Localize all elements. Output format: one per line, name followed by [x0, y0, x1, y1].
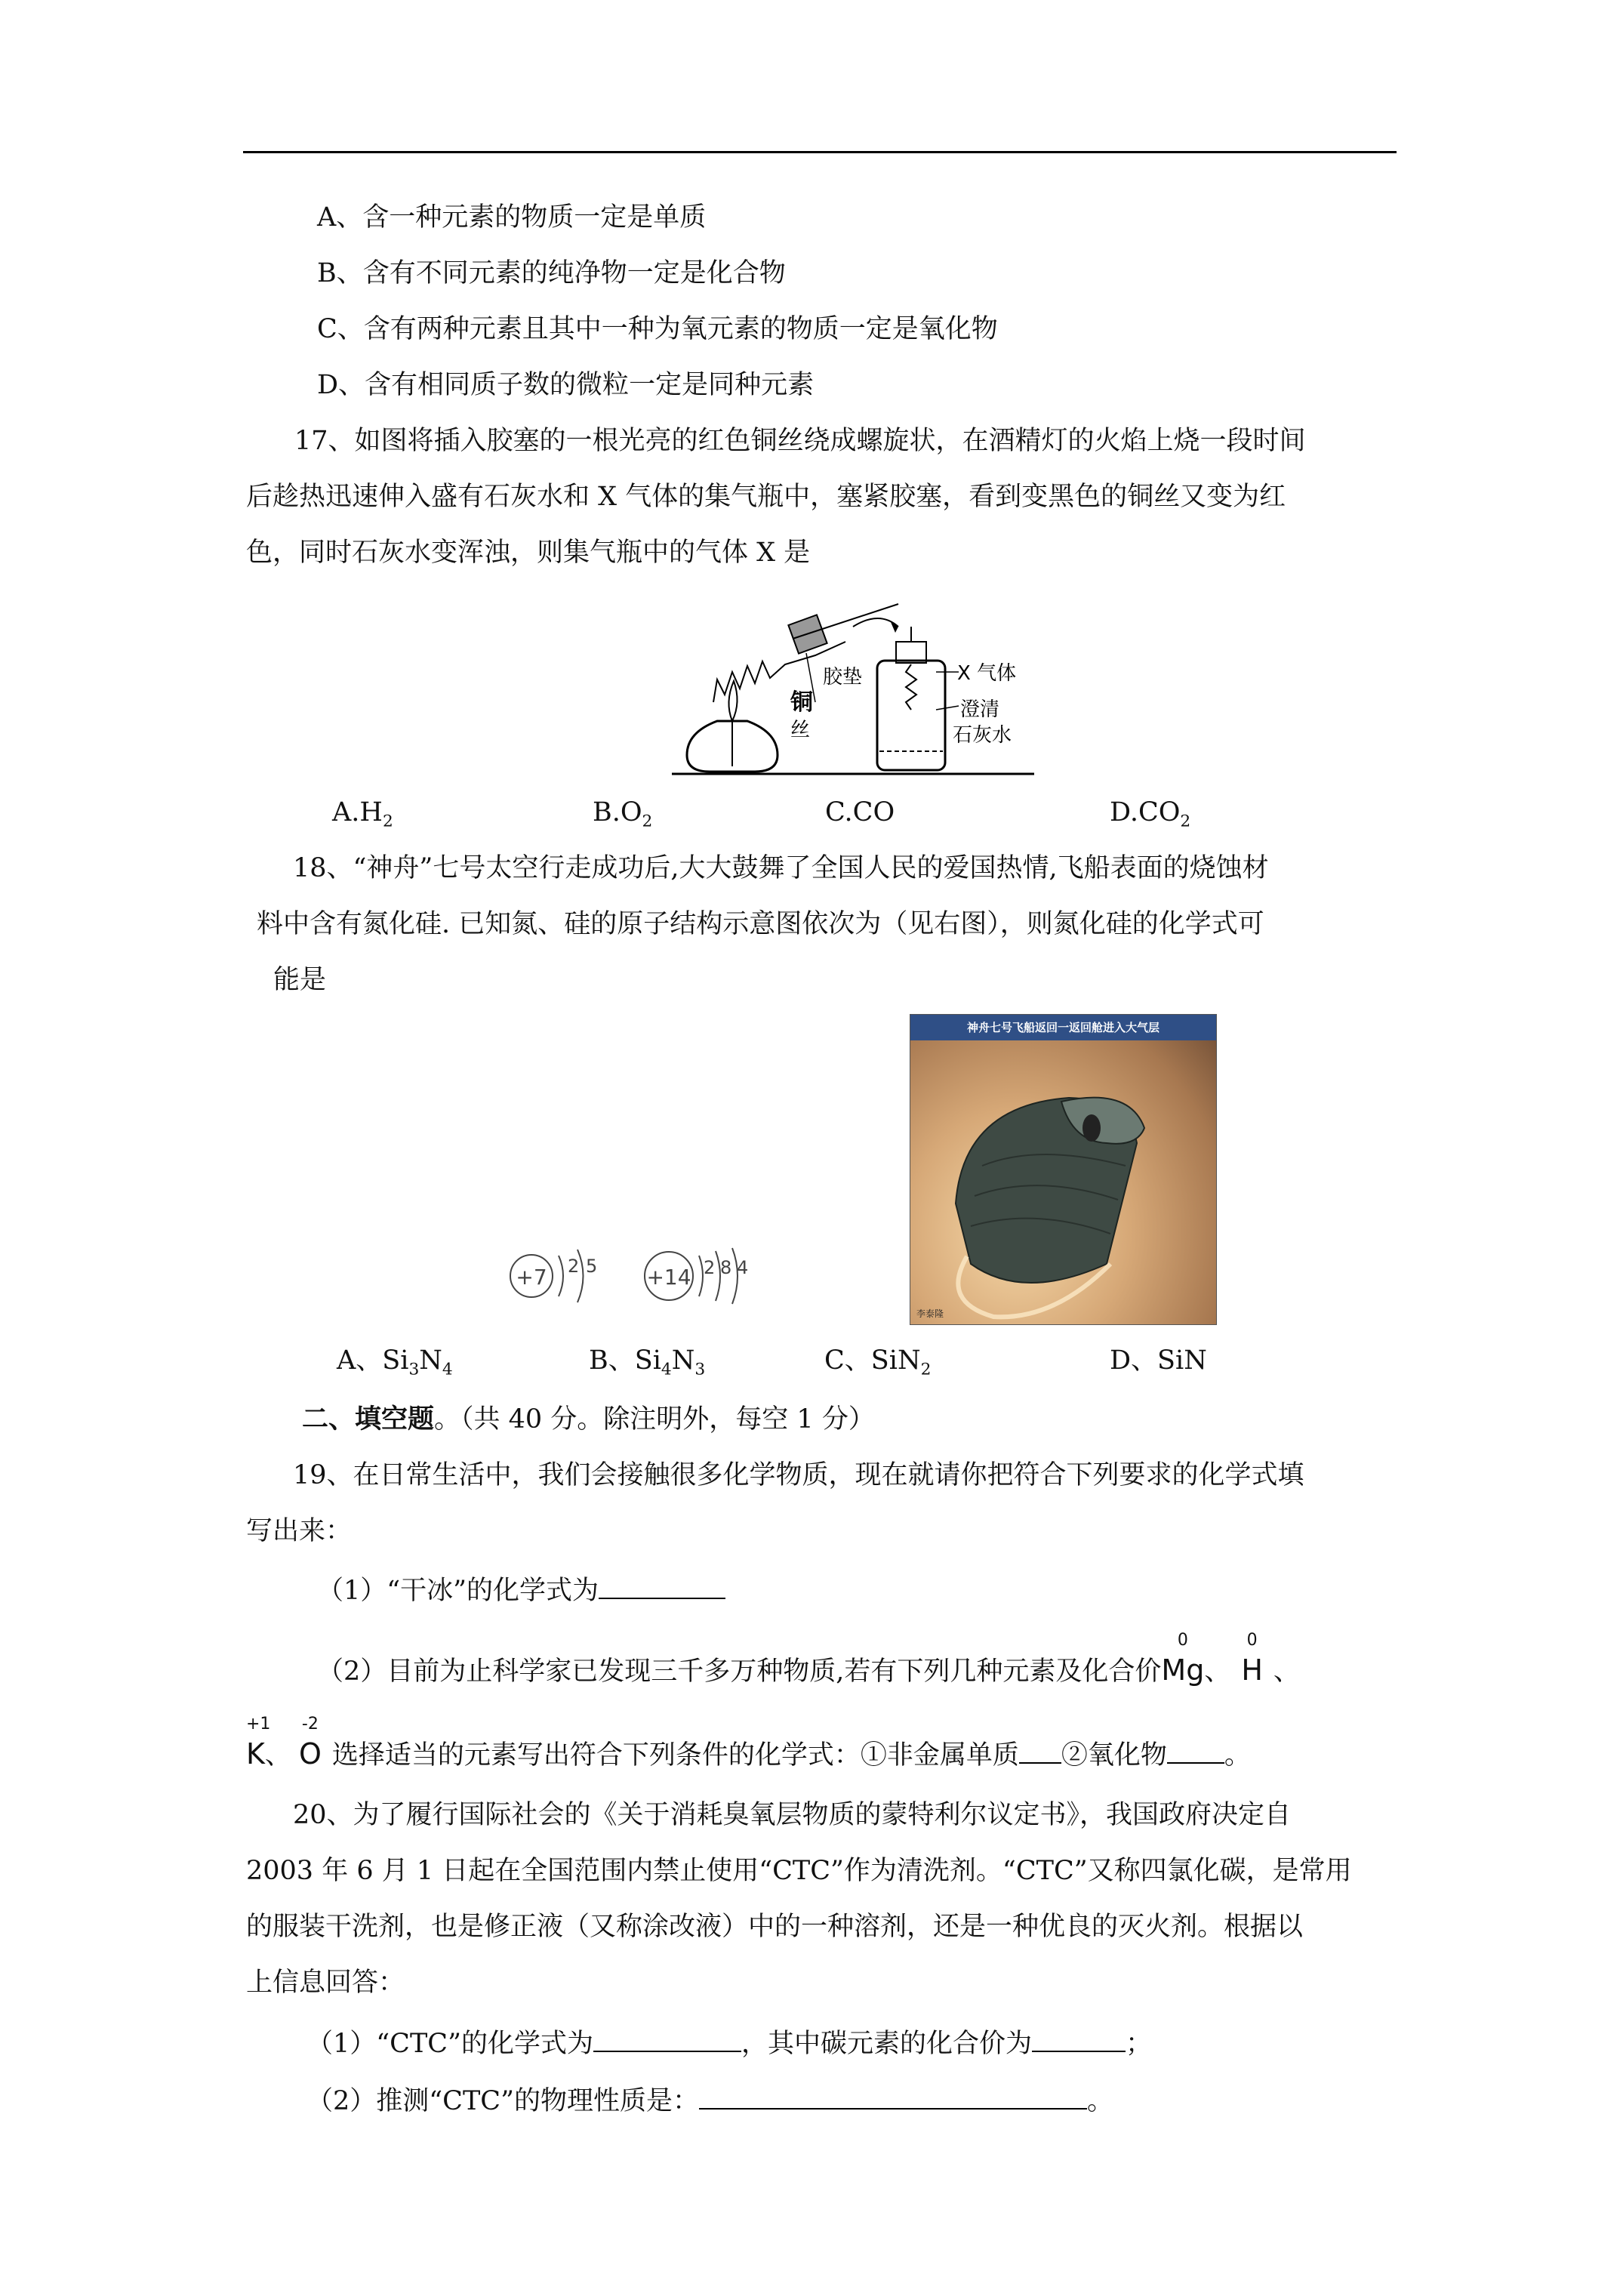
flame [728, 681, 737, 721]
wire-label-2: 丝 [790, 719, 811, 741]
q17-option-b: $B.O_2$ [593, 797, 653, 831]
q18-option-d: D、SiN [1110, 1345, 1207, 1376]
nitrogen-shell-1: 2 [568, 1256, 580, 1277]
q16-option-b: B、含有不同元素的纯净物一定是化合物 [317, 258, 786, 288]
q17-option-c: C.CO [825, 797, 895, 827]
q20-line-3: 的服装干洗剂，也是修正液（又称涂改液）中的一种溶剂，还是一种优良的灭火剂。根据以 [246, 1912, 1304, 1942]
carbon-valence-blank[interactable] [1032, 2025, 1126, 2052]
q17-option-d: $D.CO_2$ [1110, 797, 1191, 831]
section-2-title: 二、填空题 [302, 1404, 435, 1435]
nonmetal-element-blank[interactable] [1019, 1737, 1061, 1764]
h-valence: 0 H [1241, 1631, 1263, 1687]
q20-line-2: 2003 年 6 月 1 日起在全国范围内禁止使用“CTC”作为清洗剂。“CTC”又称四氯化碳，是常用 [246, 1856, 1352, 1886]
q18-line-3: 能是 [273, 965, 327, 995]
nitrogen-nucleus: +7 [516, 1265, 547, 1290]
q20-line-4: 上信息回答： [246, 1968, 405, 1998]
nitrogen-shell-2: 5 [586, 1256, 598, 1277]
q18-line-2: 料中含有氮化硅. 已知氮、硅的原子结构示意图依次为（见右图），则氮化硅的化学式可 [257, 909, 1264, 939]
q19-part-2-cont: +1 K、 -2 O 选择适当的元素写出符合下列条件的化学式：①非金属单质 ②氧化物 。 [246, 1715, 1251, 1771]
section-2-heading [302, 1403, 875, 1436]
photo-footer: 李泰隆 [916, 1308, 944, 1319]
shenzhou-photo [910, 1014, 1217, 1325]
oxide-blank[interactable] [1167, 1737, 1224, 1764]
header-rule [243, 151, 1397, 153]
silicon-nucleus: +14 [646, 1265, 691, 1290]
nitrogen-atom-diagram [506, 1242, 611, 1310]
q19-line-1: 19、在日常生活中，我们会接触很多化学物质，现在就请你把符合下列要求的化学式填 [293, 1460, 1304, 1490]
q20-line-1: 20、为了履行国际社会的《关于消耗臭氧层物质的蒙特利尔议定书》，我国政府决定自 [293, 1800, 1292, 1830]
q17-line-1: 17、如图将插入胶塞的一根光亮的红色铜丝绕成螺旋状，在酒精灯的火焰上烧一段时间 [294, 426, 1306, 456]
arrow-icon [853, 618, 898, 627]
q18-option-a: A、$Si_3N_4$ [337, 1345, 453, 1379]
q19-part-2: （2）目前为止科学家已发现三千多万种物质,若有下列几种元素及化合价 0 Mg、 0 H 、 [317, 1631, 1300, 1687]
limewater-label-2: 石灰水 [953, 724, 1012, 747]
ctc-formula-blank[interactable] [593, 2025, 741, 2052]
q17-line-2: 后趁热迅速伸入盛有石灰水和 X 气体的集气瓶中，塞紧胶塞，看到变黑色的铜丝又变为红 [246, 482, 1286, 512]
stopper-label: 胶垫 [823, 666, 863, 689]
q19-part-1: （1）“干冰”的化学式为 [317, 1572, 725, 1607]
silicon-shell-1: 2 [704, 1257, 716, 1278]
q20-part-2: （2）推测“CTC”的物理性质是： 。 [306, 2082, 1113, 2118]
gas-bottle [877, 661, 945, 770]
limewater-label-1: 澄清 [960, 698, 1000, 721]
q18-option-c: C、SiN$_2$ [824, 1345, 932, 1379]
q17-apparatus-figure [672, 596, 1042, 785]
q20-part-1: （1）“CTC”的化学式为 ，其中碳元素的化合价为 ； [306, 2025, 1152, 2060]
photo-caption-banner: 神舟七号飞船返回一返回舱进入大气层 [910, 1015, 1216, 1040]
q17-line-3: 色，同时石灰水变浑浊，则集气瓶中的气体 X 是 [246, 538, 811, 568]
q16-option-a: A、含一种元素的物质一定是单质 [317, 202, 707, 233]
o-valence: -2 O [298, 1715, 322, 1771]
silicon-shell-3: 4 [737, 1257, 749, 1278]
silicon-atom-diagram [640, 1242, 761, 1310]
q16-option-c: C、含有两种元素且其中一种为氧元素的物质一定是氧化物 [317, 314, 998, 344]
q17-option-a: $A.H_2$ [332, 797, 393, 831]
q18-option-b: B、$Si_4N_3$ [589, 1345, 706, 1379]
q16-option-d: D、含有相同质子数的微粒一定是同种元素 [317, 370, 815, 400]
capsule-illustration [910, 1015, 1216, 1324]
physical-property-blank[interactable] [699, 2082, 1087, 2110]
q19-line-2: 写出来： [246, 1516, 353, 1546]
silicon-shell-2: 8 [720, 1257, 732, 1278]
mg-valence: 0 Mg [1161, 1631, 1205, 1687]
k-valence: +1 K [246, 1715, 271, 1771]
gas-label: X 气体 [957, 662, 1017, 685]
wire-label-1: 铜 [790, 689, 813, 716]
section-2-note: 。（共 40 分。除注明外，每空 1 分） [434, 1404, 875, 1435]
dry-ice-formula-blank[interactable] [599, 1572, 725, 1599]
q18-line-1: 18、“神舟”七号太空行走成功后,大大鼓舞了全国人民的爱国热情,飞船表面的烧蚀材 [293, 853, 1269, 883]
